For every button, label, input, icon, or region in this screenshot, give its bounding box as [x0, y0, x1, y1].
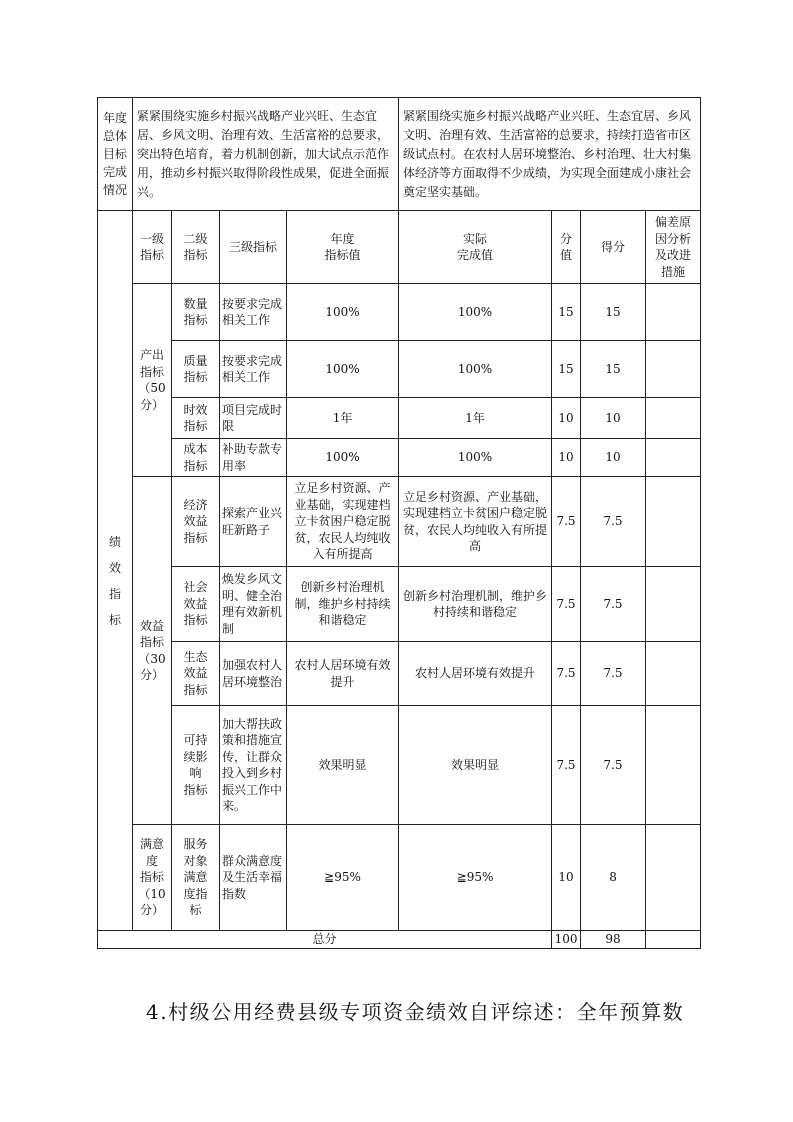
level2-indicator: 服务 对象 满意 度指 标 — [172, 825, 220, 931]
cell-level3: 群众满意度及生活幸福指数 — [220, 825, 287, 931]
cell-level3: 按要求完成相关工作 — [220, 284, 287, 341]
level1-indicator: 效益 指标 （30 分） — [133, 477, 172, 825]
cell-score: 15 — [581, 341, 646, 398]
cell-actual: 100% — [399, 439, 552, 477]
header-row — [98, 211, 701, 284]
cell-target: ≧95% — [287, 825, 399, 931]
column-header: 二级 指标 — [172, 211, 220, 284]
cell-level3: 项目完成时限 — [220, 398, 287, 439]
cell-weight: 10 — [552, 825, 581, 931]
cell-weight: 7.5 — [552, 567, 581, 642]
summary-row — [98, 98, 701, 211]
table-row — [98, 398, 701, 439]
summary-actual: 紧紧围绕实施乡村振兴战略产业兴旺、生态宜居、乡风文明、治理有效、生活富裕的总要求，持续打造省市区级试点村。在农村人居环境整治、乡村治理、壮大村集体经济等方面取得不少成绩，为实现全面建成小康社会奠定坚实基础。 — [399, 98, 701, 211]
cell-level3: 加大帮扶政策和措施宣传，让群众投入到乡村振兴工作中来。 — [220, 706, 287, 825]
level2-indicator: 生态 效益 指标 — [172, 642, 220, 706]
cell-actual: 创新乡村治理机制，维护乡村持续和谐稳定 — [399, 567, 552, 642]
cell-note — [646, 284, 701, 341]
cell-actual: 1年 — [399, 398, 552, 439]
level2-indicator: 时效 指标 — [172, 398, 220, 439]
cell-weight: 15 — [552, 284, 581, 341]
cell-score: 7.5 — [581, 567, 646, 642]
cell-weight: 15 — [552, 341, 581, 398]
cell-level3: 加强农村人居环境整治 — [220, 642, 287, 706]
total-score: 98 — [581, 931, 646, 949]
cell-target: 效果明显 — [287, 706, 399, 825]
level2-indicator: 成本 指标 — [172, 439, 220, 477]
cell-weight: 7.5 — [552, 477, 581, 567]
column-header: 实际 完成值 — [399, 211, 552, 284]
cell-target: 100% — [287, 284, 399, 341]
cell-score: 15 — [581, 284, 646, 341]
performance-table — [97, 97, 701, 949]
level2-indicator: 经济 效益 指标 — [172, 477, 220, 567]
cell-note — [646, 341, 701, 398]
cell-actual: 立足乡村资源、产业基础，实现建档立卡贫困户稳定脱贫，农民人均纯收入有所提高 — [399, 477, 552, 567]
level2-indicator: 社会 效益 指标 — [172, 567, 220, 642]
table-row — [98, 567, 701, 642]
cell-actual: ≧95% — [399, 825, 552, 931]
column-header: 三级指标 — [220, 211, 287, 284]
cell-level3: 焕发乡风文明、健全治理有效新机制 — [220, 567, 287, 642]
level1-indicator: 满意 度 指标 （10 分） — [133, 825, 172, 931]
level2-indicator: 数量 指标 — [172, 284, 220, 341]
cell-weight: 10 — [552, 398, 581, 439]
cell-level3: 补助专款专用率 — [220, 439, 287, 477]
cell-note — [646, 825, 701, 931]
total-weight: 100 — [552, 931, 581, 949]
table-row — [98, 706, 701, 825]
table-row — [98, 284, 701, 341]
cell-weight: 7.5 — [552, 706, 581, 825]
cell-actual: 效果明显 — [399, 706, 552, 825]
side-label: 绩 效 指 标 — [98, 211, 133, 931]
cell-score: 10 — [581, 439, 646, 477]
cell-score: 7.5 — [581, 642, 646, 706]
table-row — [98, 341, 701, 398]
table-row — [98, 477, 701, 567]
column-header: 得分 — [581, 211, 646, 284]
cell-note — [646, 398, 701, 439]
cell-score: 8 — [581, 825, 646, 931]
cell-weight: 10 — [552, 439, 581, 477]
cell-target: 100% — [287, 341, 399, 398]
section-paragraph: 4.村级公用经费县级专项资金绩效自评综述：全年预算数 — [146, 1000, 685, 1024]
column-header: 分 值 — [552, 211, 581, 284]
cell-actual: 100% — [399, 341, 552, 398]
column-header: 偏差原 因分析 及改进 措施 — [646, 211, 701, 284]
cell-level3: 按要求完成相关工作 — [220, 341, 287, 398]
table-row — [98, 642, 701, 706]
cell-note — [646, 642, 701, 706]
table-row — [98, 439, 701, 477]
cell-target: 农村人居环境有效提升 — [287, 642, 399, 706]
cell-target: 创新乡村治理机制，维护乡村持续和谐稳定 — [287, 567, 399, 642]
cell-weight: 7.5 — [552, 642, 581, 706]
total-row — [98, 931, 701, 949]
cell-score: 7.5 — [581, 477, 646, 567]
summary-label: 年度 总体 目标 完成 情况 — [98, 98, 133, 211]
table-row — [98, 825, 701, 931]
cell-note — [646, 477, 701, 567]
level2-indicator: 质量 指标 — [172, 341, 220, 398]
level1-indicator: 产出 指标 （50 分） — [133, 284, 172, 477]
cell-level3: 探索产业兴旺新路子 — [220, 477, 287, 567]
cell-note — [646, 567, 701, 642]
cell-score: 7.5 — [581, 706, 646, 825]
column-header: 一级 指标 — [133, 211, 172, 284]
column-header: 年度 指标值 — [287, 211, 399, 284]
cell-target: 立足乡村资源、产业基础，实现建档立卡贫困户稳定脱贫，农民人均纯收入有所提高 — [287, 477, 399, 567]
cell-score: 10 — [581, 398, 646, 439]
cell-target: 100% — [287, 439, 399, 477]
level2-indicator: 可持 续影 响 指标 — [172, 706, 220, 825]
cell-actual: 农村人居环境有效提升 — [399, 642, 552, 706]
summary-planned: 紧紧围绕实施乡村振兴战略产业兴旺、生态宜居、乡风文明、治理有效、生活富裕的总要求，突出特色培育，着力机制创新，加大试点示范作用，推动乡村振兴取得阶段性成果，促进全面振兴。 — [133, 98, 399, 211]
total-label: 总分 — [98, 931, 552, 949]
cell-note — [646, 439, 701, 477]
cell-target: 1年 — [287, 398, 399, 439]
cell-actual: 100% — [399, 284, 552, 341]
total-note — [646, 931, 701, 949]
cell-note — [646, 706, 701, 825]
